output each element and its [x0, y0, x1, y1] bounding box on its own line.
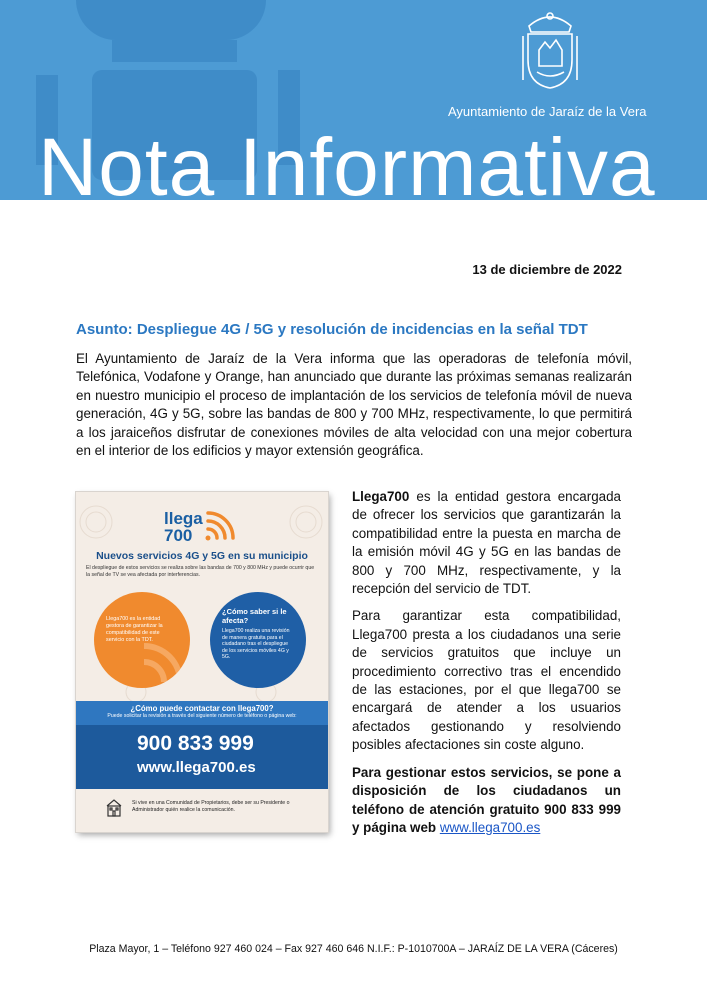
info-circle-blue	[210, 592, 306, 688]
wifi-signal-icon	[202, 510, 236, 544]
right-column	[352, 488, 621, 846]
logo-text-700: 700	[164, 526, 193, 545]
paragraph-llega700	[352, 488, 621, 598]
llega700-logo	[164, 510, 203, 545]
poster-web: www.llega700.es	[137, 759, 256, 776]
llega700-poster	[76, 492, 328, 832]
llega700-link[interactable]: www.llega700.es	[439, 819, 541, 835]
info-circle-orange	[94, 592, 190, 688]
blue-circle-text: Llega700 realiza una revisión de manera gratuita para el ciudadano tras el despliegue de los servicios móviles 4G y 5G.	[222, 628, 290, 660]
contact-bold-text: Para gestionar estos servicios, se pone a disposición de los ciudadanos un teléfono de atención gratuito 900 833 999 y página web	[352, 764, 621, 835]
poster-footer-note: Si vive en una Comunidad de Propietarios, debe ser su Presidente o Administrador quién realice la comunicación.	[132, 800, 290, 813]
contact-band	[76, 701, 328, 725]
subject-line: Asunto: Despliegue 4G / 5G y resolución de incidencias en la señal TDT	[76, 321, 588, 338]
document-date: 13 de diciembre de 2022	[472, 262, 622, 277]
contact-subtext: Puede solicitar la revisión a través del siguiente número de teléfono o página web:	[107, 713, 297, 719]
phone-band	[76, 725, 328, 789]
logo-text-llega: llega	[164, 509, 203, 528]
paragraph-contact	[352, 764, 621, 838]
contact-question: ¿Cómo puede contactar con llega700?	[130, 704, 274, 713]
watermark-shape	[76, 0, 266, 40]
coat-of-arms-icon	[519, 10, 581, 90]
llega700-bold: Llega700	[352, 489, 410, 504]
watermark-shape	[112, 40, 237, 62]
header-banner	[0, 0, 707, 200]
address-footer: Plaza Mayor, 1 – Teléfono 927 460 024 – Fax 927 460 646 N.I.F.: P-1010700A – JARAÍZ DE LA VERA (Cáceres)	[89, 943, 618, 955]
municipality-name: Ayuntamiento de Jaraíz de la Vera	[448, 104, 647, 119]
orange-circle-text: Llega700 es la entidad gestora de garantizar la compatibilidad de este servicio con la TDT.	[106, 616, 163, 643]
llega700-description: es la entidad gestora encargada de ofrecer los servicios que garantizarán la compatibilidad entre la puesta en marcha de la emisión móvil 4G y 5G en las bandas de 800 y 700 MHz, respectivamente, y la recepción del servicio de TDT.	[352, 489, 621, 597]
paragraph-compatibility: Para garantizar esta compatibilidad, Llega700 presta a los ciudadanos una serie de servicios gratuitos que incluye un procedimiento correctivo tras el encendido de las estaciones, por el que llega700 se encargará de atender a los usuarios afectados gestionando y resolviendo posibles afectaciones sin coste alguno.	[352, 608, 621, 753]
poster-heading: Nuevos servicios 4G y 5G en su municipio	[96, 550, 308, 562]
poster-subtext: El despliegue de estos servicios se realiza sobre las bandas de 700 y 800 MHz y puede ocurrir que la señal de TV se vea afectada por interferencias.	[86, 565, 315, 578]
blue-circle-question: ¿Cómo saber si le afecta?	[222, 607, 287, 625]
poster-phone: 900 833 999	[137, 732, 254, 755]
page-title: Nota Informativa	[38, 122, 656, 200]
building-icon	[104, 798, 124, 818]
intro-paragraph: El Ayuntamiento de Jaraíz de la Vera informa que las operadoras de telefonía móvil, Telefónica, Vodafone y Orange, han anunciado que durante las próximas semanas realizarán en nuestro municipio el proceso de implantación de los servicios de telefonía móvil de nueva generación, 4G y 5G, sobre las bandas de 800 y 700 MHz, respectivamente, lo que permitirá a los jaraiceños disfrutar de conexiones móviles de alta velocidad con una mejor cobertura en el interior de los edificios y mayor extensión geográfica.	[76, 351, 632, 459]
